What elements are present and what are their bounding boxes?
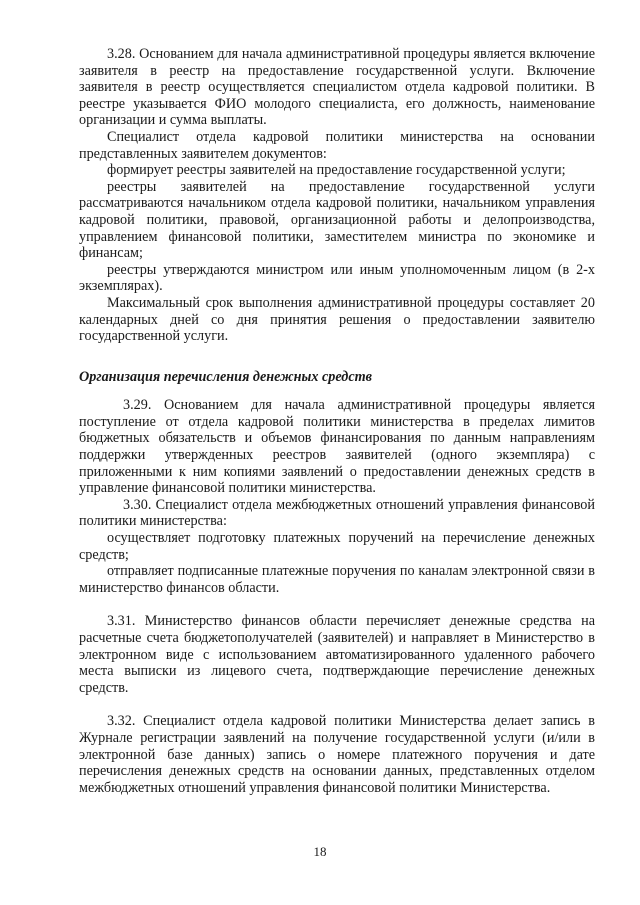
paragraph-sends-orders: отправляет подписанные платежные поручения по каналам электронной связи в министерство финансов области.: [79, 563, 595, 596]
paragraph-registers-approved: реестры утверждаются министром или иным уполномоченным лицом (в 2-х экземплярах).: [79, 261, 595, 295]
spacer: [79, 696, 595, 713]
page-number: 18: [313, 844, 327, 859]
paragraph-3-31: 3.31. Министерство финансов области перечисляет денежные средства на расчетные счета бюджетополучателей (заявителей) и направляет в Министерство в электронном виде с использованием автоматизированного удаленного рабочего места выписки из лицевого счета, подтверждающие перечисление денежных средств.: [79, 613, 595, 696]
paragraph-3-28: 3.28. Основанием для начала административной процедуры является включение заявителя в реестр на предоставление государственной услуги. Включение заявителя в реестр осуществляется специалистом отдела кадровой политики. В реестре указывается ФИО молодого специалиста, его должность, наименование организации и сумма выплаты.: [79, 46, 595, 129]
document-body: [79, 46, 595, 796]
paragraph-forms-registers: формирует реестры заявителей на предоставление государственной услуги;: [107, 162, 566, 179]
section-heading: Организация перечисления денежных средств: [79, 368, 372, 385]
paragraph-max-term: Максимальный срок выполнения административной процедуры составляет 20 календарных дней со дня принятия решения о предоставлении заявителю государственной услуги.: [79, 294, 595, 345]
paragraph-registers-reviewed: реестры заявителей на предоставление государственной услуги рассматриваются начальником отдела кадровой политики, начальником управления кадровой политики, правовой, организационной работы и делопроизводства, управлением финансовой политики, заместителем министра по экономике и финансам;: [79, 178, 595, 262]
paragraph-specialist-intro: Специалист отдела кадровой политики министерства на основании представленных заявителем документов:: [79, 128, 595, 162]
paragraph-3-32: 3.32. Специалист отдела кадровой политики Министерства делает запись в Журнале регистрации заявлений на получение государственной услуги (и/или в электронной базе данных) запись о номере платежного поручения и дате перечисления денежных средств на основании данных, представленных отделом межбюджетных отношений управления финансовой политики Министерства.: [79, 713, 595, 796]
paragraph-3-30: 3.30. Специалист отдела межбюджетных отношений управления финансовой политики министерства:: [79, 496, 595, 530]
paragraph-3-29: 3.29. Основанием для начала административной процедуры является поступление от отдела кадровой политики министерства в пределах лимитов бюджетных обязательств и объемов финансирования по данным направлениям поддержки утвержденных реестров заявителей (одного экземпляра) с приложенными к ним копиями заявлений о предоставлении денежных средств в управление финансовой политики министерства.: [79, 397, 595, 497]
spacer: [79, 596, 595, 613]
paragraph-prepares-orders: осуществляет подготовку платежных поручений на перечисление денежных средств;: [79, 530, 595, 563]
